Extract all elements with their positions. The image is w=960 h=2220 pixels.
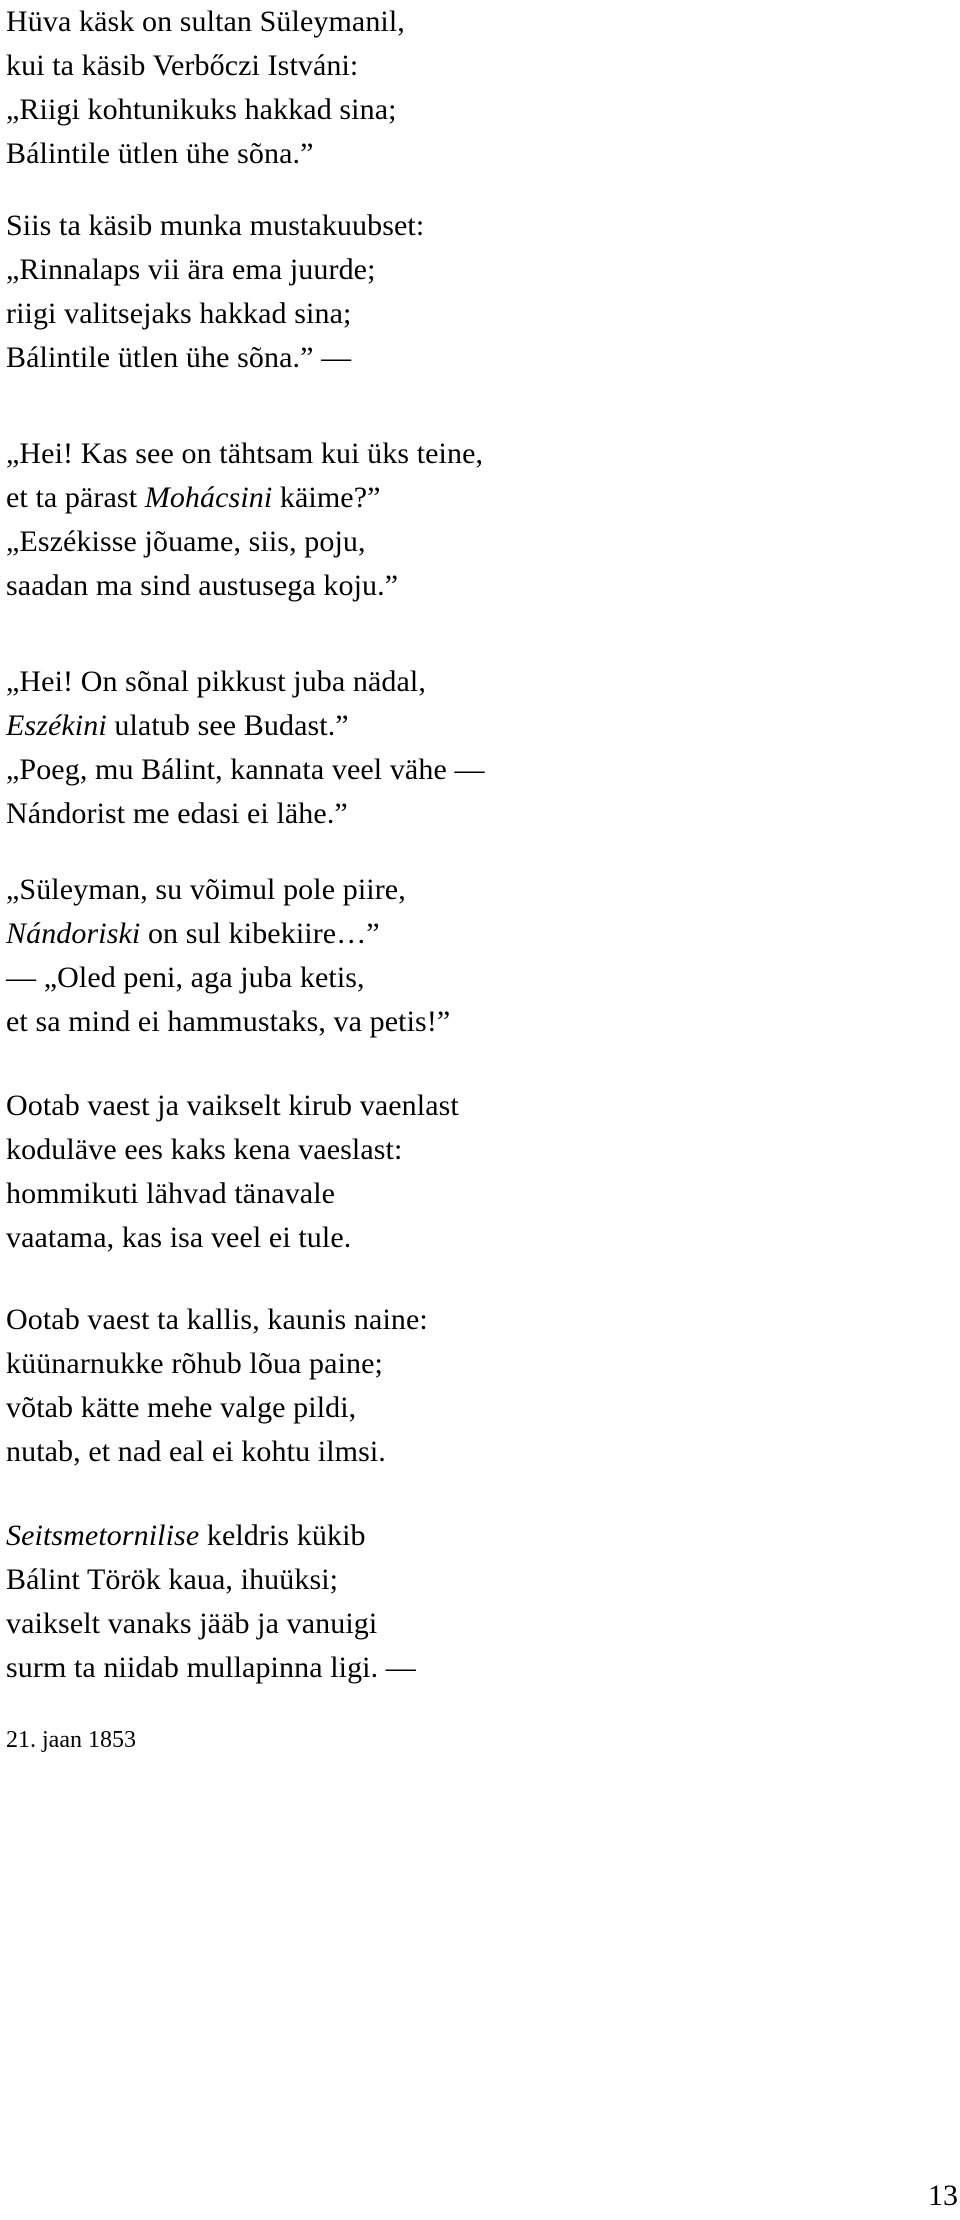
poem-line: koduläve ees kaks kena vaeslast: xyxy=(6,1133,403,1166)
place-name-nandor: Nándoriski xyxy=(6,917,141,950)
poem-line: et sa mind ei hammustaks, va petis!” xyxy=(6,1005,451,1038)
place-name-eszek: Eszékini xyxy=(6,709,107,742)
poem-line: Ootab vaest ta kallis, kaunis naine: xyxy=(6,1303,428,1336)
poem-line xyxy=(6,912,450,956)
poem-line: — „Oled peni, aga juba ketis, xyxy=(6,961,365,994)
poem-line: saadan ma sind austusega koju.” xyxy=(6,569,399,602)
poem-line: „Hei! Kas see on tähtsam kui üks teine, xyxy=(6,437,484,470)
poem-line: Bálint Török kaua, ihuüksi; xyxy=(6,1563,339,1596)
poem-line: Nándorist me edasi ei lähe.” xyxy=(6,797,348,830)
poem-line: Ootab vaest ja vaikselt kirub vaenlast xyxy=(6,1089,459,1122)
poem-line: „Eszékisse jõuame, siis, poju, xyxy=(6,525,366,558)
poem-line: „Rinnalaps vii ära ema juurde; xyxy=(6,253,376,286)
poem-line: nutab, et nad eal ei kohtu ilmsi. xyxy=(6,1435,386,1468)
stanza-5 xyxy=(6,868,450,1044)
stanza-6 xyxy=(6,1084,459,1260)
stanza-4 xyxy=(6,660,485,836)
poem-line: hommikuti lähvad tänavale xyxy=(6,1177,336,1210)
poem-line-part: et ta pärast xyxy=(6,481,145,514)
poem-line: võtab kätte mehe valge pildi, xyxy=(6,1391,357,1424)
poem-line: Bálintile ütlen ühe sõna.” xyxy=(6,137,314,170)
poem-line: küünarnukke rõhub lõua paine; xyxy=(6,1347,383,1380)
poem-line: „Riigi kohtunikuks hakkad sina; xyxy=(6,93,397,126)
place-name-mohacs: Mohácsini xyxy=(144,481,273,514)
stanza-7 xyxy=(6,1298,428,1474)
poem-line-part: keldris kükib xyxy=(199,1519,366,1552)
poem-line: Siis ta käsib munka mustakuubset: xyxy=(6,209,425,242)
place-name-seven-towers: Seitsmetornilise xyxy=(6,1519,200,1552)
poem-line: Hüva käsk on sultan Süleymanil, xyxy=(6,5,405,38)
poem-line: vaikselt vanaks jääb ja vanuigi xyxy=(6,1607,378,1640)
poem-line xyxy=(6,704,485,748)
poem-line xyxy=(6,476,483,520)
poem-line: Bálintile ütlen ühe sõna.” — xyxy=(6,341,352,374)
poem-line-part: on sul kibekiire…” xyxy=(140,917,380,950)
poem-line: kui ta käsib Verbőczi Istváni: xyxy=(6,49,359,82)
poem-line: riigi valitsejaks hakkad sina; xyxy=(6,297,352,330)
stanza-1 xyxy=(6,0,405,176)
stanza-2 xyxy=(6,204,424,380)
poem-line: vaatama, kas isa veel ei tule. xyxy=(6,1221,352,1254)
poem-line-part: ulatub see Budast.” xyxy=(106,709,349,742)
poem-line-part: käime?” xyxy=(272,481,381,514)
stanza-8 xyxy=(6,1514,416,1690)
poem-line: surm ta niidab mullapinna ligi. — xyxy=(6,1651,416,1684)
poem-line xyxy=(6,1514,416,1558)
poem-line: „Süleyman, su võimul pole piire, xyxy=(6,873,406,906)
poem-date: 21. jaan 1853 xyxy=(6,1727,136,1753)
stanza-3 xyxy=(6,432,483,608)
poem-line: „Hei! On sõnal pikkust juba nädal, xyxy=(6,665,426,698)
page-number: 13 xyxy=(928,2179,958,2212)
poem-line: „Poeg, mu Bálint, kannata veel vähe — xyxy=(6,753,485,786)
